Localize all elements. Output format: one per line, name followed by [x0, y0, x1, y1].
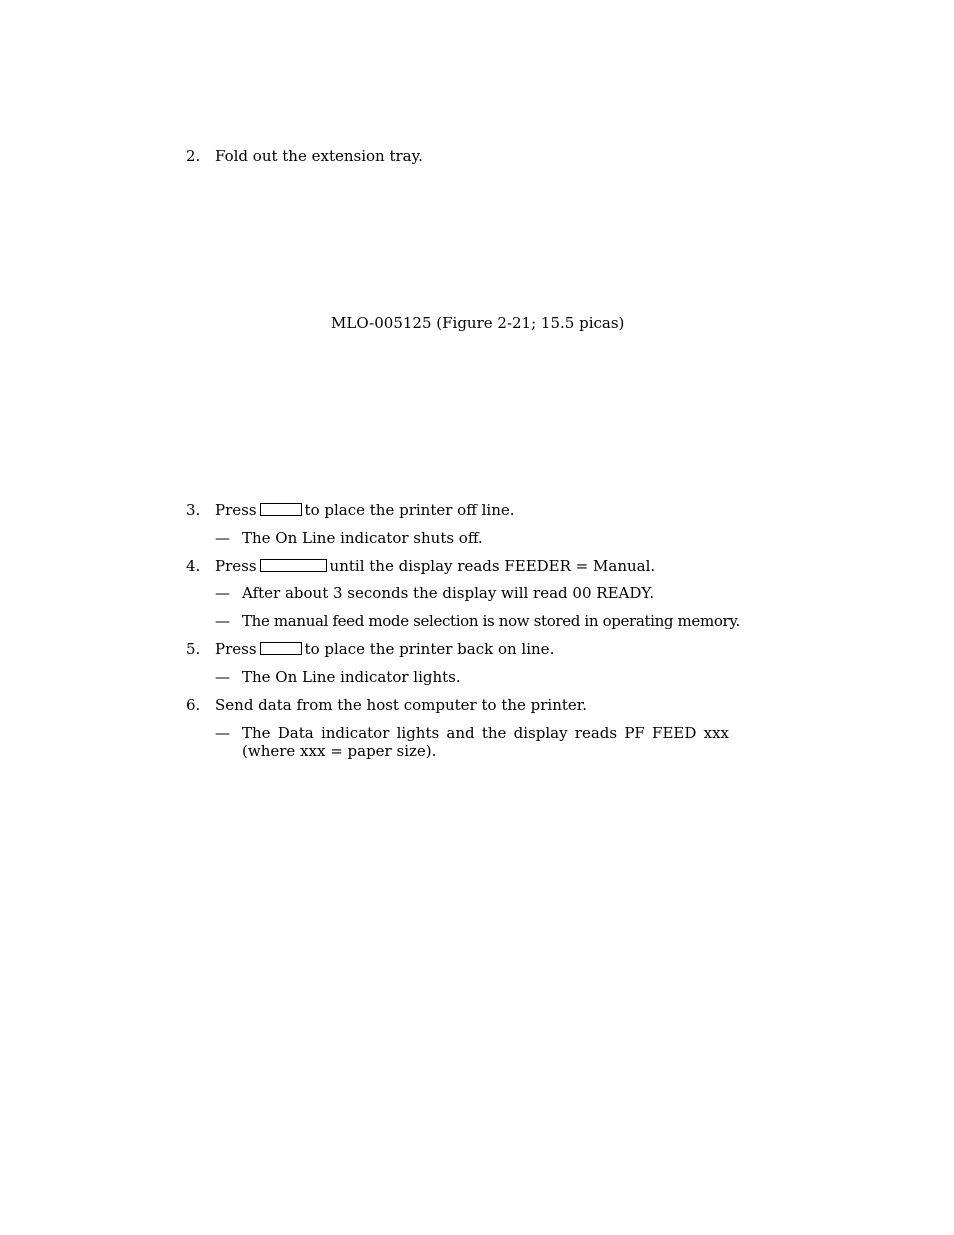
note-line-2: (where xxx = paper size). — [242, 742, 437, 760]
step-text — [215, 640, 554, 658]
em-dash: — — [215, 668, 230, 686]
em-dash: — — [215, 612, 230, 630]
step-number: 3. — [186, 501, 201, 519]
step-text: Fold out the extension tray. — [215, 147, 423, 165]
online-key-box — [260, 503, 302, 516]
step-number: 6. — [186, 696, 201, 714]
note-line-1: The Data indicator lights and the display reads PF FEED xxx — [242, 724, 729, 742]
online-key-box — [260, 642, 302, 655]
step-text-before: Press — [215, 640, 257, 658]
em-dash: — — [215, 724, 230, 742]
step-number: 5. — [186, 640, 201, 658]
note-text: The manual feed mode selection is now stored in operating memory. — [242, 612, 740, 630]
note-text: After about 3 seconds the display will read 00 READY. — [242, 584, 655, 602]
step-text-before: Press — [215, 501, 257, 519]
step-text-after: to place the printer off line. — [304, 501, 515, 519]
step-text: Send data from the host computer to the printer. — [215, 696, 588, 714]
note-text: The On Line indicator shuts off. — [242, 529, 483, 547]
em-dash: — — [215, 584, 230, 602]
note-text — [242, 724, 729, 760]
step-text — [215, 501, 515, 519]
step-text-after: to place the printer back on line. — [304, 640, 555, 658]
step-text-before: Press — [215, 557, 257, 575]
step-text — [215, 557, 655, 575]
note-text: The On Line indicator lights. — [242, 668, 461, 686]
step-number: 2. — [186, 147, 201, 165]
step-number: 4. — [186, 557, 201, 575]
feeder-key-box — [260, 559, 327, 572]
figure-caption: MLO-005125 (Figure 2-21; 15.5 picas) — [331, 314, 625, 332]
step-text-after: until the display reads FEEDER = Manual. — [329, 557, 656, 575]
em-dash: — — [215, 529, 230, 547]
